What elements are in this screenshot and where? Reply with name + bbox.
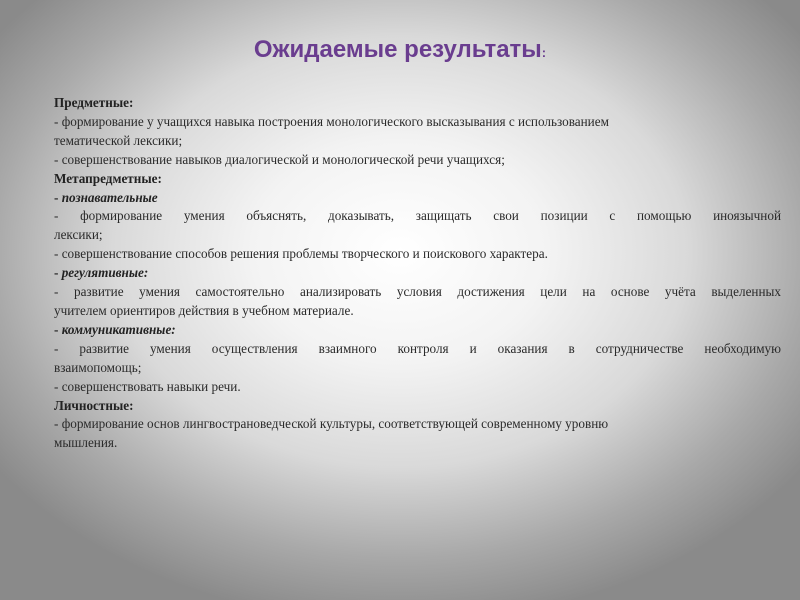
cognitive-dash: - bbox=[54, 189, 62, 205]
personal-line: - формирование основ лингвострановедческой культуры, соответствующей современному уровню bbox=[54, 416, 609, 432]
communicative-heading bbox=[54, 321, 781, 340]
cognitive-line: - формирование умения объяснять, доказывать, защищать свои позиции с помощью иноязычной bbox=[54, 208, 781, 224]
meta-heading: Метапредметные: bbox=[54, 170, 162, 186]
slide-title-colon: : bbox=[541, 45, 547, 60]
regulatory-heading bbox=[54, 264, 781, 283]
communicative-dash: - bbox=[54, 321, 62, 337]
content-body bbox=[54, 94, 781, 453]
cognitive-line: - совершенствование способов решения проблемы творческого и поискового характера. bbox=[54, 246, 548, 262]
slide-title-text: Ожидаемые результаты bbox=[253, 36, 542, 63]
cognitive-line: лексики; bbox=[54, 227, 103, 243]
personal-heading: Личностные: bbox=[54, 397, 134, 413]
subject-line: - совершенствование навыков диалогической и монологической речи учащихся; bbox=[54, 151, 505, 167]
regulatory-line: - развитие умения самостоятельно анализировать условия достижения цели на основе учёта выделенных bbox=[54, 284, 781, 300]
communicative-label: коммуникативные: bbox=[61, 321, 176, 337]
subject-heading: Предметные: bbox=[54, 95, 134, 110]
communicative-line: - развитие умения осуществления взаимного контроля и оказания в сотрудничестве необходимую bbox=[54, 340, 781, 356]
cognitive-label: познавательные bbox=[61, 189, 158, 205]
regulatory-dash: - bbox=[54, 265, 62, 281]
subject-line: тематической лексики; bbox=[54, 132, 183, 148]
regulatory-line: учителем ориентиров действия в учебном материале. bbox=[54, 302, 354, 318]
cognitive-heading bbox=[54, 189, 781, 208]
communicative-line: - совершенствовать навыки речи. bbox=[54, 378, 241, 394]
subject-line: - формирование у учащихся навыка построения монологического высказывания с использованием bbox=[54, 113, 609, 129]
regulatory-label: регулятивные: bbox=[61, 265, 149, 281]
communicative-line: взаимопомощь; bbox=[54, 359, 142, 375]
personal-line: мышления. bbox=[54, 435, 118, 451]
slide-title bbox=[0, 36, 800, 64]
